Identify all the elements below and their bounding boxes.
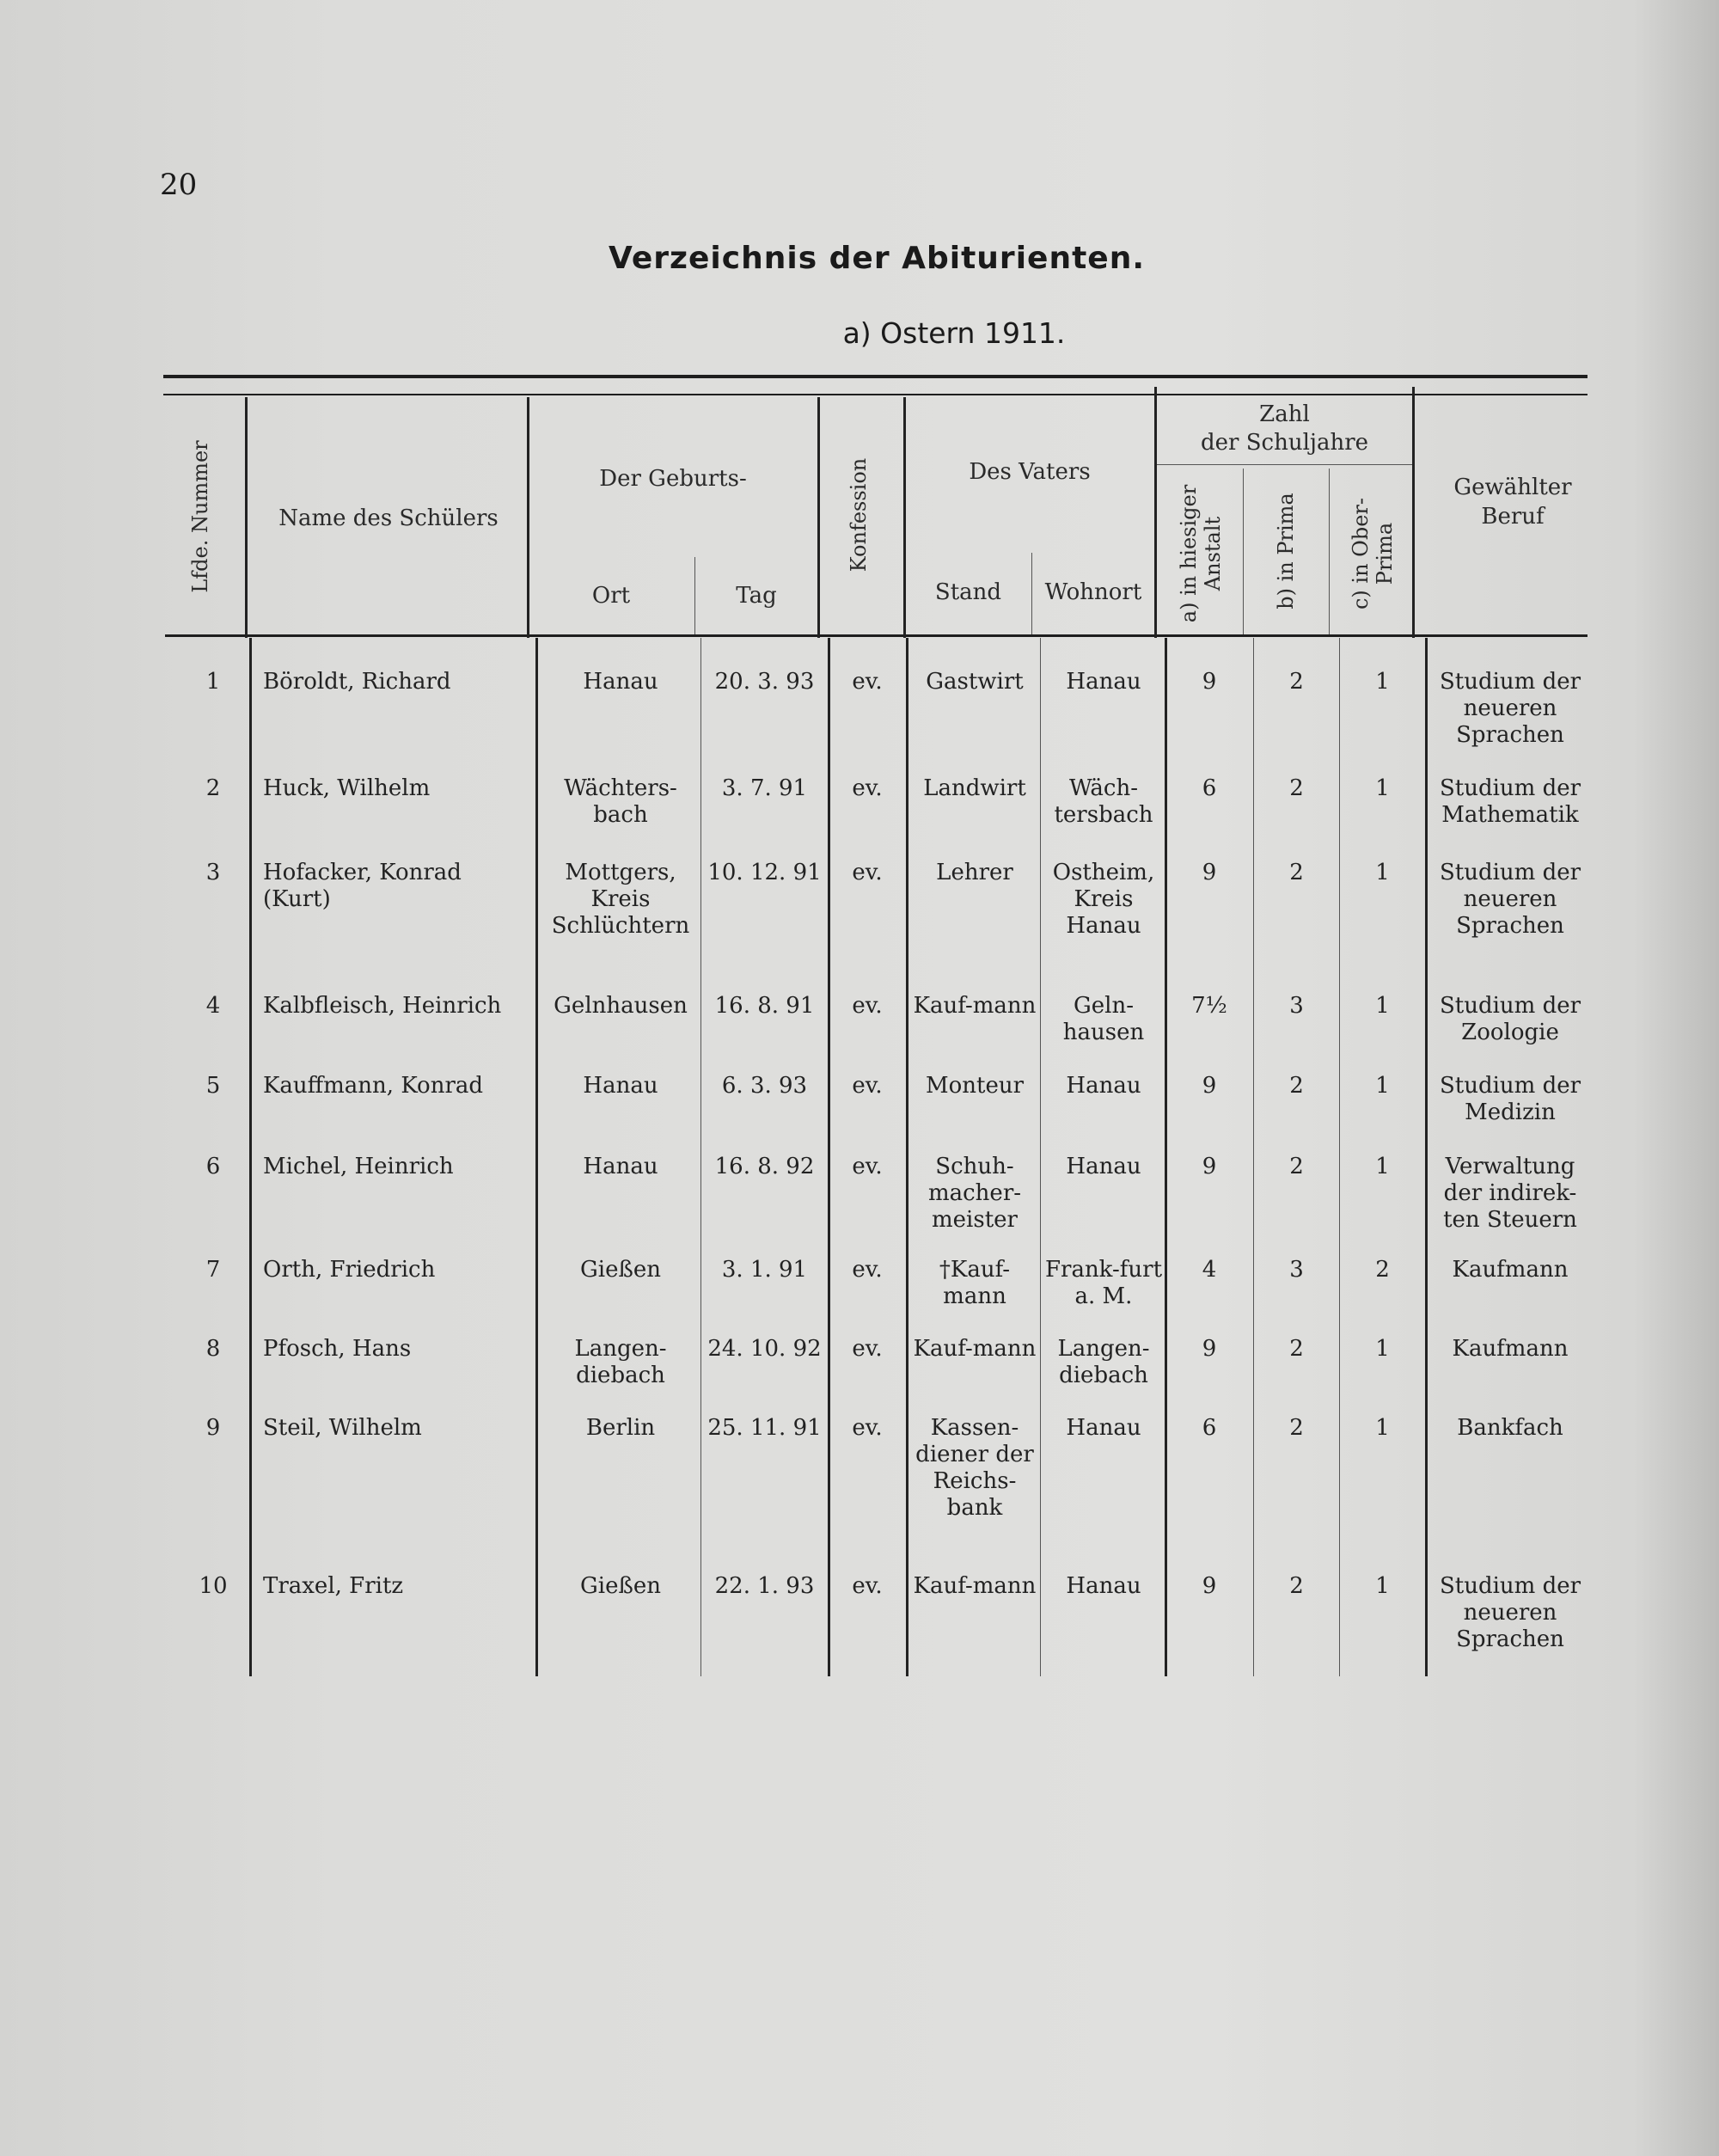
cell-name: Pfosch, Hans (263, 1336, 412, 1362)
cell-nr: 10 (199, 1573, 228, 1599)
cell-wohnort: Langen-diebach (1057, 1336, 1150, 1388)
cell-wohnort: Hanau (1066, 1154, 1141, 1179)
cell-wohnort: Ostheim, Kreis Hanau (1052, 860, 1155, 939)
header-schuljahre: der Schuljahre (1200, 430, 1369, 456)
cell-name: Kalbfleisch, Heinrich (263, 993, 502, 1019)
header-anstalt: a) in hiesiger Anstalt (1177, 484, 1225, 623)
cell-b: 2 (1289, 1073, 1304, 1099)
cell-a: 4 (1202, 1257, 1217, 1283)
cell-stand: Kassen-diener der Reichs-bank (915, 1415, 1034, 1521)
header-oberprima: c) in Ober-Prima (1349, 497, 1397, 610)
cell-a: 9 (1202, 1336, 1217, 1362)
cell-tag: 10. 12. 91 (707, 860, 822, 885)
cell-wohnort: Hanau (1066, 1415, 1141, 1441)
cell-c: 1 (1375, 775, 1390, 801)
cell-beruf: Kaufmann (1452, 1336, 1569, 1362)
cell-stand: Monteur (925, 1073, 1025, 1099)
cell-ort: Hanau (583, 1154, 658, 1179)
divider (694, 557, 695, 634)
cell-nr: 2 (205, 775, 221, 801)
cell-wohnort: Hanau (1066, 669, 1141, 695)
cell-konf: ev. (852, 1257, 883, 1283)
cell-tag: 6. 3. 93 (721, 1073, 808, 1099)
cell-konf: ev. (852, 1073, 883, 1099)
cell-b: 2 (1289, 1336, 1304, 1362)
cell-konf: ev. (852, 993, 883, 1019)
cell-a: 9 (1202, 860, 1217, 885)
cell-b: 2 (1289, 1415, 1304, 1441)
cell-name: Hofacker, Konrad (Kurt) (263, 860, 462, 912)
cell-tag: 24. 10. 92 (707, 1336, 822, 1362)
divider (1243, 469, 1244, 634)
divider (1040, 638, 1041, 1676)
divider (1425, 638, 1428, 1676)
header-bottom-rule (165, 634, 1587, 637)
header-konfession: Konfession (847, 457, 871, 573)
cell-stand: Lehrer (936, 860, 1013, 885)
cell-beruf: Bankfach (1457, 1415, 1563, 1441)
cell-beruf: Studium der Zoologie (1439, 993, 1581, 1045)
cell-b: 2 (1289, 1154, 1304, 1179)
cell-nr: 4 (205, 993, 221, 1019)
cell-ort: Gießen (580, 1573, 661, 1599)
cell-ort: Langen-diebach (574, 1336, 667, 1388)
header-wohnort: Wohnort (1044, 579, 1142, 605)
header-vater: Des Vaters (969, 459, 1091, 485)
divider (1253, 638, 1254, 1676)
cell-name: Traxel, Fritz (263, 1573, 404, 1599)
cell-wohnort: Hanau (1066, 1573, 1141, 1599)
cell-ort: Hanau (583, 1073, 658, 1099)
cell-name: Michel, Heinrich (263, 1154, 454, 1179)
divider (817, 397, 820, 638)
cell-ort: Wächters-bach (564, 775, 677, 828)
cell-beruf: Studium der Medizin (1439, 1073, 1581, 1125)
cell-tag: 3. 1. 91 (721, 1257, 808, 1283)
cell-wohnort: Frank-furt a. M. (1044, 1257, 1163, 1309)
cell-konf: ev. (852, 669, 883, 695)
divider (1339, 638, 1340, 1676)
header-stand: Stand (934, 579, 1002, 605)
cell-name: Steil, Wilhelm (263, 1415, 422, 1441)
cell-nr: 6 (205, 1154, 221, 1179)
section-subtitle: a) Ostern 1911. (842, 316, 1066, 350)
cell-beruf: Studium der Mathematik (1439, 775, 1581, 828)
header-tag: Tag (736, 583, 777, 609)
cell-stand: Kauf-mann (913, 993, 1037, 1019)
cell-stand: †Kauf-mann (939, 1257, 1011, 1309)
cell-name: Kauffmann, Konrad (263, 1073, 484, 1099)
cell-b: 2 (1289, 669, 1304, 695)
cell-tag: 16. 8. 91 (714, 993, 815, 1019)
cell-c: 1 (1375, 1154, 1390, 1179)
cell-konf: ev. (852, 860, 883, 885)
divider (245, 397, 248, 638)
header-lfde-nummer: Lfde. Nummer (188, 440, 212, 593)
cell-ort: Hanau (583, 669, 658, 695)
cell-name: Orth, Friedrich (263, 1257, 436, 1283)
cell-konf: ev. (852, 1415, 883, 1441)
cell-c: 1 (1375, 1415, 1390, 1441)
cell-a: 6 (1202, 775, 1217, 801)
cell-stand: Kauf-mann (913, 1336, 1037, 1362)
cell-tag: 16. 8. 92 (714, 1154, 815, 1179)
cell-tag: 3. 7. 91 (721, 775, 808, 801)
header-geburts: Der Geburts- (599, 466, 747, 492)
cell-b: 3 (1289, 993, 1304, 1019)
cell-nr: 3 (205, 860, 221, 885)
cell-c: 1 (1375, 1573, 1390, 1599)
cell-ort: Berlin (585, 1415, 656, 1441)
header-name: Name des Schülers (278, 505, 499, 531)
cell-tag: 22. 1. 93 (714, 1573, 815, 1599)
cell-ort: Gießen (580, 1257, 661, 1283)
cell-beruf: Studium der neueren Sprachen (1439, 669, 1581, 748)
cell-konf: ev. (852, 1154, 883, 1179)
cell-nr: 1 (205, 669, 221, 695)
cell-konf: ev. (852, 775, 883, 801)
cell-ort: Gelnhausen (554, 993, 688, 1019)
cell-wohnort: Hanau (1066, 1073, 1141, 1099)
cell-c: 1 (1375, 1073, 1390, 1099)
divider (700, 638, 701, 1676)
header-beruf: Gewählter Beruf (1453, 475, 1572, 530)
cell-ort: Mottgers, Kreis Schlüchtern (551, 860, 690, 939)
cell-stand: Schuh-macher-meister (927, 1154, 1022, 1233)
header-ort: Ort (591, 583, 631, 609)
cell-beruf: Kaufmann (1452, 1257, 1569, 1283)
cell-beruf: Verwaltung der indirek-ten Steuern (1443, 1154, 1577, 1233)
cell-beruf: Studium der neueren Sprachen (1439, 1573, 1581, 1652)
cell-stand: Kauf-mann (913, 1573, 1037, 1599)
cell-nr: 8 (205, 1336, 221, 1362)
cell-tag: 25. 11. 91 (707, 1415, 822, 1441)
cell-stand: Landwirt (923, 775, 1026, 801)
cell-nr: 7 (205, 1257, 221, 1283)
cell-a: 6 (1202, 1415, 1217, 1441)
cell-a: 9 (1202, 669, 1217, 695)
cell-a: 9 (1202, 1073, 1217, 1099)
divider (1412, 387, 1415, 638)
top-rule-thin (163, 394, 1587, 395)
cell-c: 1 (1375, 993, 1390, 1019)
header-zahl: Zahl (1259, 401, 1310, 427)
cell-name: Huck, Wilhelm (263, 775, 431, 801)
top-rule (163, 375, 1587, 378)
cell-konf: ev. (852, 1573, 883, 1599)
cell-wohnort: Wäch-tersbach (1054, 775, 1153, 828)
cell-a: 9 (1202, 1154, 1217, 1179)
cell-c: 1 (1375, 669, 1390, 695)
cell-c: 1 (1375, 860, 1390, 885)
divider (1157, 464, 1412, 465)
cell-nr: 9 (205, 1415, 221, 1441)
cell-b: 2 (1289, 1573, 1304, 1599)
cell-b: 2 (1289, 775, 1304, 801)
cell-name: Böroldt, Richard (263, 669, 451, 695)
divider (906, 638, 908, 1676)
header-prima: b) in Prima (1274, 493, 1298, 609)
cell-c: 1 (1375, 1336, 1390, 1362)
cell-nr: 5 (205, 1073, 221, 1099)
cell-a: 7½ (1191, 993, 1227, 1019)
cell-b: 3 (1289, 1257, 1304, 1283)
cell-wohnort: Geln-hausen (1062, 993, 1145, 1045)
cell-c: 2 (1375, 1257, 1390, 1283)
cell-tag: 20. 3. 93 (714, 669, 815, 695)
page-number: 20 (160, 168, 198, 202)
divider (1329, 469, 1330, 634)
cell-b: 2 (1289, 860, 1304, 885)
cell-beruf: Studium der neueren Sprachen (1439, 860, 1581, 939)
divider (535, 638, 538, 1676)
cell-a: 9 (1202, 1573, 1217, 1599)
cell-konf: ev. (852, 1336, 883, 1362)
cell-stand: Gastwirt (926, 669, 1024, 695)
page-title: Verzeichnis der Abiturienten. (608, 241, 1146, 276)
